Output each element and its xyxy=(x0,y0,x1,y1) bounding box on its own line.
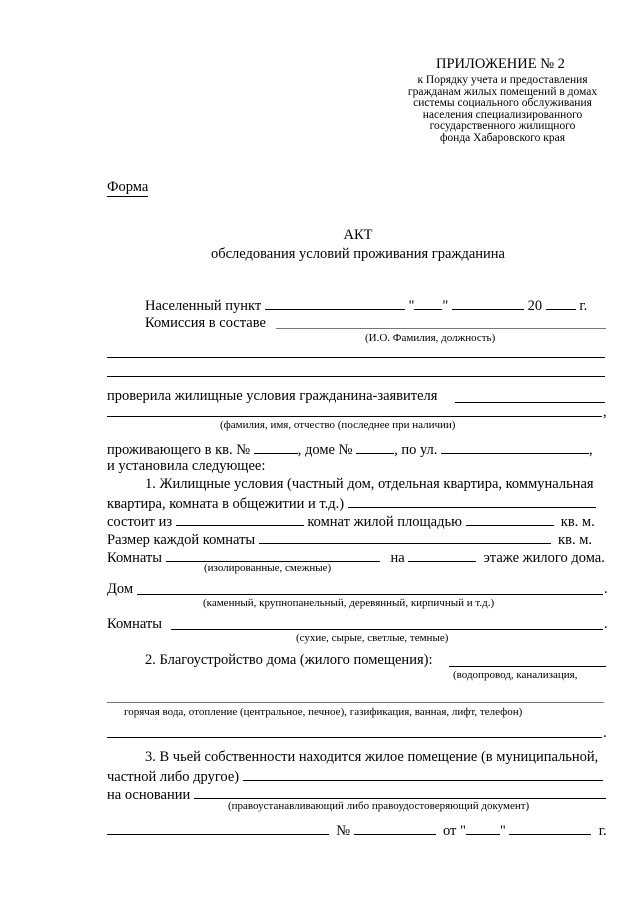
room-size-sqm: кв. м. xyxy=(558,532,592,548)
section3-line2-text: частной либо другое) xyxy=(107,769,240,785)
rooms2-hint: (сухие, сырые, светлые, темные) xyxy=(296,632,449,644)
apartment-field[interactable] xyxy=(254,441,298,454)
year-suffix: г. xyxy=(579,298,588,314)
from-label: от xyxy=(442,823,457,839)
applicant-comma: , xyxy=(603,404,607,420)
sqm-label: кв. м. xyxy=(560,514,595,530)
appendix-subtitle-line: фонда Хабаровского края xyxy=(439,131,566,144)
rooms-floor-row xyxy=(107,549,605,566)
applicant-field[interactable] xyxy=(455,402,605,403)
appendix-title: ПРИЛОЖЕНИЕ № 2 xyxy=(436,56,565,72)
appendix-subtitle-line: государственного жилищного xyxy=(429,120,576,132)
rooms2-label: Комнаты xyxy=(107,616,162,632)
house-period: . xyxy=(604,581,608,597)
ownership-field[interactable] xyxy=(243,768,603,781)
doc-day-field[interactable] xyxy=(466,822,500,835)
section3-line1: 3. В чьей собственности находится жилое помещение (в муниципальной, xyxy=(145,749,599,765)
appendix-subtitle-line: населения специализированного xyxy=(422,108,583,121)
rooms-area-label: комнат жилой площадью xyxy=(307,514,462,530)
commission-label: Комиссия в составе xyxy=(145,315,266,331)
commission-line-2[interactable] xyxy=(107,357,605,358)
residing-comma: , xyxy=(589,442,593,458)
name-hint: (фамилия, имя, отчество (последнее при наличии) xyxy=(220,419,456,431)
amenities-hint1: (водопровод, канализация, xyxy=(453,669,578,681)
room-size-row xyxy=(107,531,592,548)
house-label: , доме № xyxy=(297,442,353,458)
rooms-hint: (изолированные, смежные) xyxy=(204,562,332,574)
section3-line2 xyxy=(107,768,603,785)
residing-label: проживающего в кв. № xyxy=(107,442,251,458)
number-label: № xyxy=(336,823,351,839)
street-field[interactable] xyxy=(441,441,589,454)
on-label: на xyxy=(390,550,405,566)
document-row xyxy=(107,822,607,839)
appendix-subtitle xyxy=(395,75,610,144)
section1-line2 xyxy=(107,495,596,512)
house-label: Дом xyxy=(107,581,134,597)
consists-label: состоит из xyxy=(107,514,173,530)
day-field[interactable] xyxy=(414,297,442,310)
room-size-label: Размер каждой комнаты xyxy=(107,532,256,548)
established-text: и установила следующее: xyxy=(107,458,266,474)
amenities-field[interactable] xyxy=(449,666,606,667)
settlement-row xyxy=(145,297,587,314)
amenities-period: . xyxy=(603,725,607,741)
act-title: АКТ xyxy=(343,227,373,243)
commission-line-3[interactable] xyxy=(107,376,605,377)
act-subtitle: обследования условий проживания гражданина xyxy=(210,246,505,262)
document-number-field[interactable] xyxy=(354,822,436,835)
rooms-count-field[interactable] xyxy=(176,513,304,526)
floor-label: этаже жилого дома. xyxy=(483,550,605,566)
doc-quote-open: " xyxy=(460,823,466,839)
rooms2-field[interactable] xyxy=(171,629,603,630)
residing-row xyxy=(107,441,593,458)
room-size-field[interactable] xyxy=(259,531,551,544)
basis-field[interactable] xyxy=(194,786,606,799)
settlement-label: Населенный пункт xyxy=(145,298,262,314)
floor-field[interactable] xyxy=(408,549,476,562)
year-prefix: 20 xyxy=(527,298,543,314)
commission-field[interactable] xyxy=(276,328,606,329)
document-name-field[interactable] xyxy=(107,822,329,835)
applicant-line-2[interactable] xyxy=(107,416,602,417)
settlement-field[interactable] xyxy=(265,297,405,310)
checked-label: проверила жилищные условия гражданина-заявителя xyxy=(107,388,438,404)
section1-line1: 1. Жилищные условия (частный дом, отдельная квартира, коммунальная xyxy=(145,476,594,492)
doc-year-suffix: г. xyxy=(598,823,607,839)
commission-hint: (И.О. Фамилия, должность) xyxy=(365,332,496,344)
amenities-hint2: горячая вода, отопление (центральное, печное), газификация, ванная, лифт, телефон) xyxy=(124,706,523,718)
doc-quote-close: " xyxy=(499,823,506,839)
house-field[interactable] xyxy=(137,594,603,595)
basis-label: на основании xyxy=(107,787,191,803)
rooms2-period: . xyxy=(604,616,608,632)
rooms-label: Комнаты xyxy=(107,550,162,566)
year-field[interactable] xyxy=(546,297,576,310)
appendix-subtitle-line: системы социального обслуживания xyxy=(413,97,592,109)
quote-open: " xyxy=(408,298,415,314)
month-field[interactable] xyxy=(452,297,524,310)
house-hint: (каменный, крупнопанельный, деревянный, кирпичный и т.д.) xyxy=(203,597,495,609)
rooms-type-field[interactable] xyxy=(166,549,380,562)
amenities-line-3[interactable] xyxy=(107,737,602,738)
appendix-subtitle-line: гражданам жилых помещений в домах xyxy=(407,85,598,98)
quote-close: " xyxy=(442,298,449,314)
amenities-line-2[interactable] xyxy=(107,702,604,703)
housing-type-field[interactable] xyxy=(348,495,596,508)
section1-line2-text: квартира, комната в общежитии и т.д.) xyxy=(107,496,345,512)
consists-row xyxy=(107,513,595,530)
section2-line1: 2. Благоустройство дома (жилого помещения): xyxy=(145,652,433,668)
living-area-field[interactable] xyxy=(466,513,554,526)
form-label: Форма xyxy=(107,179,149,195)
house-number-field[interactable] xyxy=(356,441,394,454)
basis-hint: (правоустанавливающий либо правоудостоверяющий документ) xyxy=(228,800,530,812)
street-label: , по ул. xyxy=(394,442,438,458)
appendix-subtitle-line: к Порядку учета и предоставления xyxy=(417,74,588,86)
doc-month-year-field[interactable] xyxy=(509,822,591,835)
